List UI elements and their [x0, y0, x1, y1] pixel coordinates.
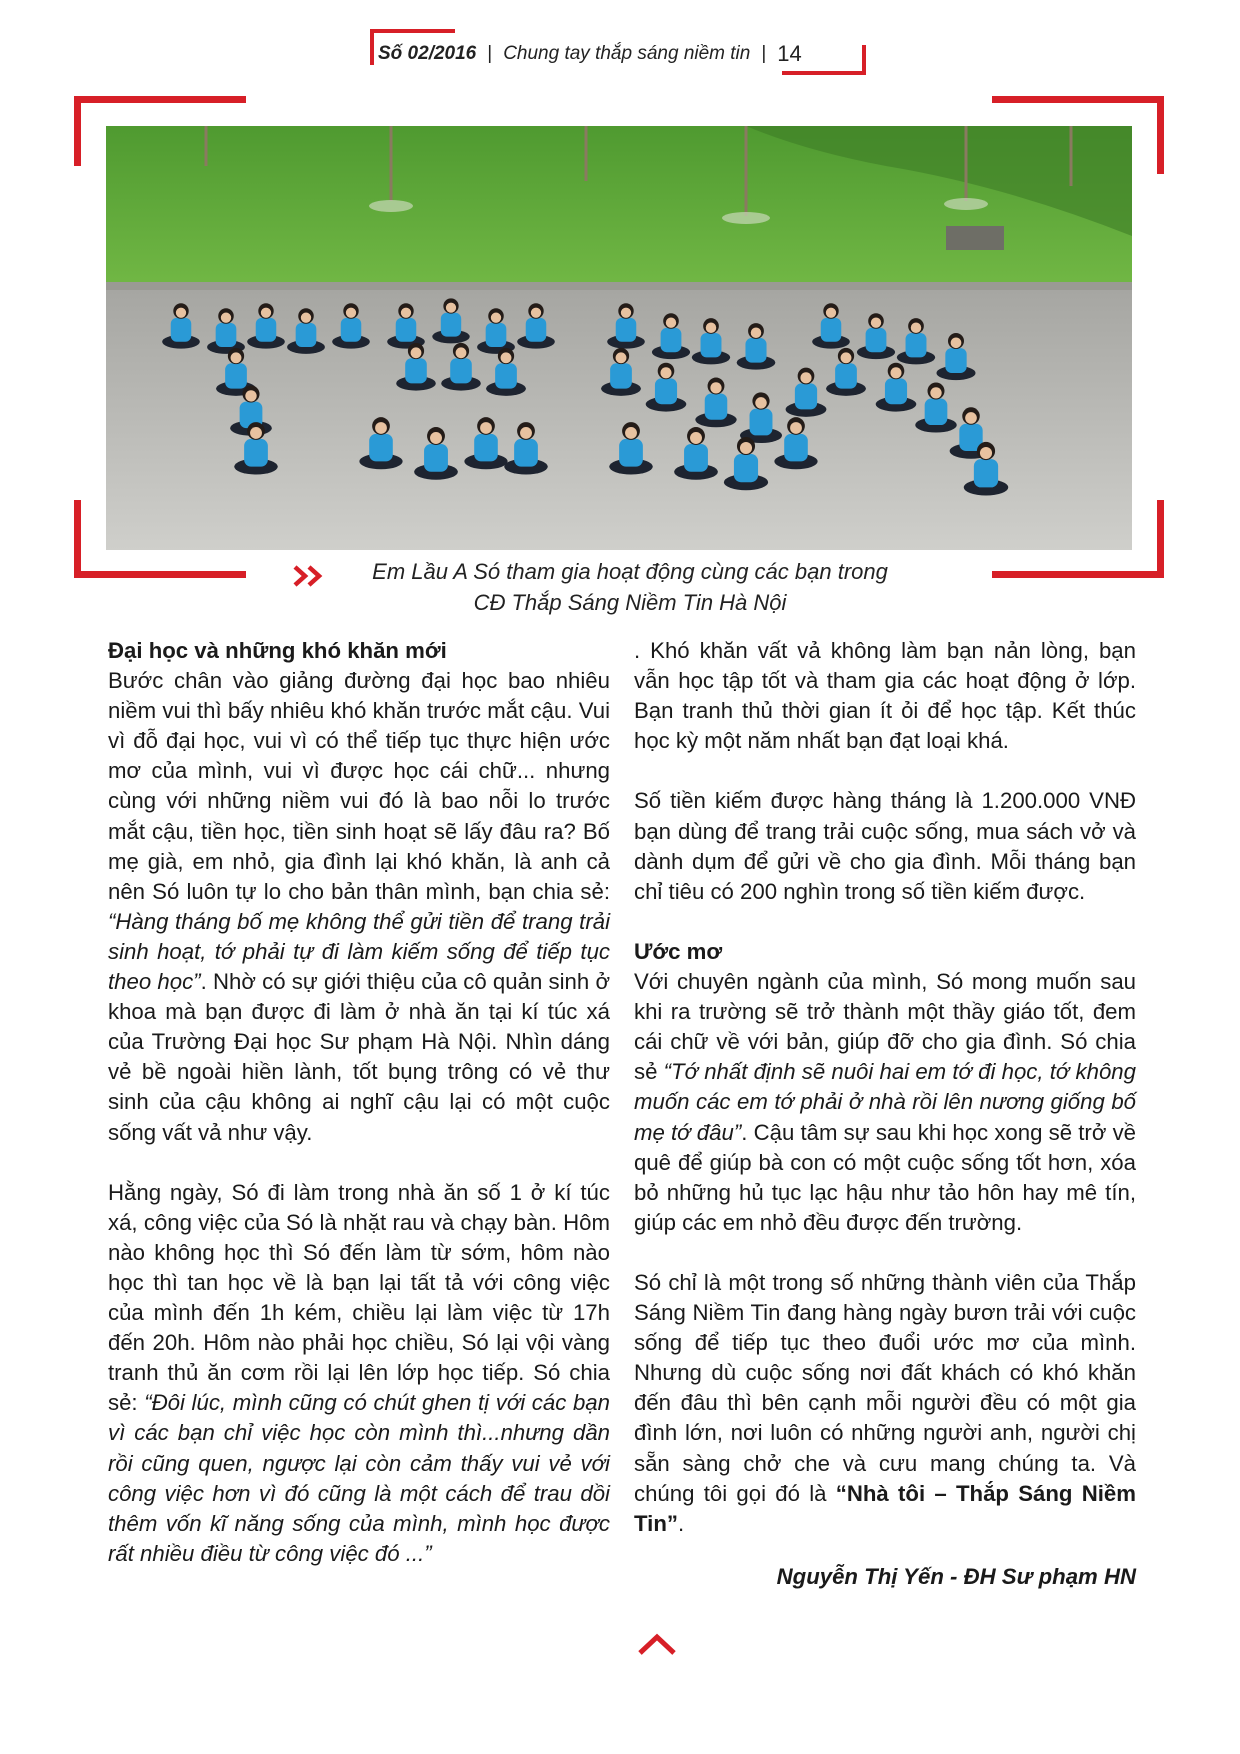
paragraph-text: . Cậu tâm sự sau khi học xong sẽ trở về quê để giúp bà con có một cuộc sống tốt hơn, xóa bỏ những hủ tục lạc hậu như tảo hôn hay mê tín, giúp các em nhỏ đều được đến trường.	[634, 1119, 1137, 1235]
paragraph	[634, 786, 1136, 906]
quote: “Đôi lúc, mình cũng có chút ghen tị với các bạn vì các bạn chỉ việc học còn mình thì...nhưng dần rồi cũng quen, ngược lại còn cảm thấy vui vẻ với công việc hơn vì đó cũng là một cách để trau dồi thêm vốn kĩ năng sống của mình, mình học được rất nhiều điều từ công việc đó ...”	[108, 1390, 610, 1566]
frame-corner-tr-v	[1157, 96, 1164, 174]
paragraph-text: . Khó khăn vất vả không làm bạn nản lòng, bạn vẫn học tập tốt và tham gia các hoạt động ở lớp. Bạn tranh thủ thời gian ít ỏi để học tập. Kết thúc học kỳ một năm nhất bạn đạt loại khá.	[634, 638, 1136, 754]
chevron-up-icon[interactable]	[637, 1632, 677, 1656]
header-rule-bottom	[782, 71, 866, 75]
header-rule-top	[370, 29, 455, 33]
frame-corner-tr-h	[992, 96, 1164, 103]
author-byline: Nguyễn Thị Yến - ĐH Sư phạm HN	[776, 1563, 1136, 1589]
article-column-left	[108, 636, 610, 1566]
header-rule-right	[862, 45, 866, 75]
paragraph-text: Só chỉ là một trong số những thành viên của Thắp Sáng Niềm Tin đang hàng ngày bươn trải với cuộc sống để tiếp tục theo đuổi ước mơ của mình. Nhưng dù cuộc sống nơi đất khách có khó khăn đến đâu thì bên cạnh mỗi người đều có một gia đình lớn, nơi luôn có những người anh, người chị sẵn sàng chở che và cưu mang chúng ta. Và chúng tôi gọi đó là	[634, 1269, 1136, 1506]
paragraph-text: Bước chân vào giảng đường đại học bao nhiêu niềm vui thì bấy nhiêu khó khăn trước mắt cậu. Vui vì đỗ đại học, vui vì có thể tiếp tục thực hiện ước mơ của mình, vui vì được học cái chữ... nhưng cùng với những niềm vui đó là bao nỗi lo trước mắt cậu, tiền học, tiền sinh hoạt sẽ lấy đâu ra? Bố mẹ già, em nhỏ, gia đình lại khó khăn, là anh cả nên Só luôn tự lo cho bản thân mình, bạn chia sẻ:	[108, 668, 610, 904]
photo-caption	[290, 556, 970, 618]
paragraph-text: .	[677, 1510, 685, 1536]
frame-corner-br-h	[992, 571, 1164, 578]
section-heading: Ước mơ	[634, 938, 723, 964]
group-photo-illustration	[106, 126, 1132, 550]
caption-line: Em Lầu A Só tham gia hoạt động cùng các bạn trong	[372, 559, 888, 584]
paragraph	[108, 1178, 610, 1569]
issue-number: Số 02/2016	[378, 43, 477, 64]
paragraph-continued	[634, 636, 1136, 756]
frame-corner-tl-v	[74, 96, 81, 166]
frame-corner-bl-h	[74, 571, 246, 578]
paragraph-text: Với chuyên ngành của mình, Só mong muốn sau khi ra trường sẽ trở thành một thầy giáo tốt, đem cái chữ về với bản, giúp đỡ cho gia đình. Só chia sẻ	[634, 969, 1136, 1085]
section-heading: Đại học và những khó khăn mới	[108, 638, 447, 663]
header-separator: |	[761, 43, 767, 64]
page-number: 14	[777, 41, 802, 66]
frame-corner-tl-h	[74, 96, 246, 103]
article-column-right	[634, 636, 1136, 1592]
group-photo	[106, 126, 1132, 550]
frame-corner-bl-v	[74, 500, 81, 578]
quote: “Hàng tháng bố mẹ không thể gửi tiền để trang trải sinh hoạt, tớ phải tự đi làm kiếm sống để tiếp tục theo học”	[108, 908, 610, 995]
header-separator: |	[487, 43, 493, 64]
header-rule-left	[370, 29, 374, 65]
quote: “Tớ nhất định sẽ nuôi hai em tớ đi học, tớ không muốn các em tớ phải ở nhà rồi lên nương giống bố mẹ tớ đâu”	[634, 1059, 1136, 1145]
magazine-title: Chung tay thắp sáng niềm tin	[503, 43, 751, 64]
paragraph	[108, 666, 610, 1148]
caption-line: CĐ Thắp Sáng Niềm Tin Hà Nội	[473, 590, 787, 615]
paragraph-text: . Nhờ có sự giới thiệu của cô quản sinh ở khoa mà bạn được đi làm ở nhà ăn tại kí túc xá của Trường Đại học Sư phạm Hà Nội. Nhìn dáng vẻ bề ngoài hiền lành, tốt bụng trông có vẻ thư sinh của cậu không ai nghĩ cậu lại có một cuộc sống vất vả như vậy.	[108, 969, 610, 1145]
running-header	[378, 42, 802, 66]
paragraph	[634, 1268, 1136, 1539]
bold-phrase: “Nhà tôi – Thắp Sáng Niềm Tin”	[634, 1480, 1137, 1536]
frame-corner-br-v	[1157, 500, 1164, 578]
paragraph-text: Số tiền kiếm được hàng tháng là 1.200.000 VNĐ bạn dùng để trang trải cuộc sống, mua sách vở và dành dụm để gửi về cho gia đình. Mỗi tháng bạn chỉ tiêu có 200 nghìn trong số tiền kiếm được.	[634, 788, 1136, 904]
paragraph-text: Hằng ngày, Só đi làm trong nhà ăn số 1 ở kí túc xá, công việc của Só là nhặt rau và chạy bàn. Hôm nào không học thì Só đến làm từ sớm, hôm nào học thì tan học về là bạn lại tất tả với công việc của mình đến 1h kém, chiều lại làm việc từ 17h đến 20h. Hôm nào phải học chiều, Só lại vội vàng tranh thủ ăn cơm rồi lại lên lớp học tiếp. Só chia sẻ:	[108, 1179, 610, 1416]
paragraph	[634, 967, 1136, 1238]
